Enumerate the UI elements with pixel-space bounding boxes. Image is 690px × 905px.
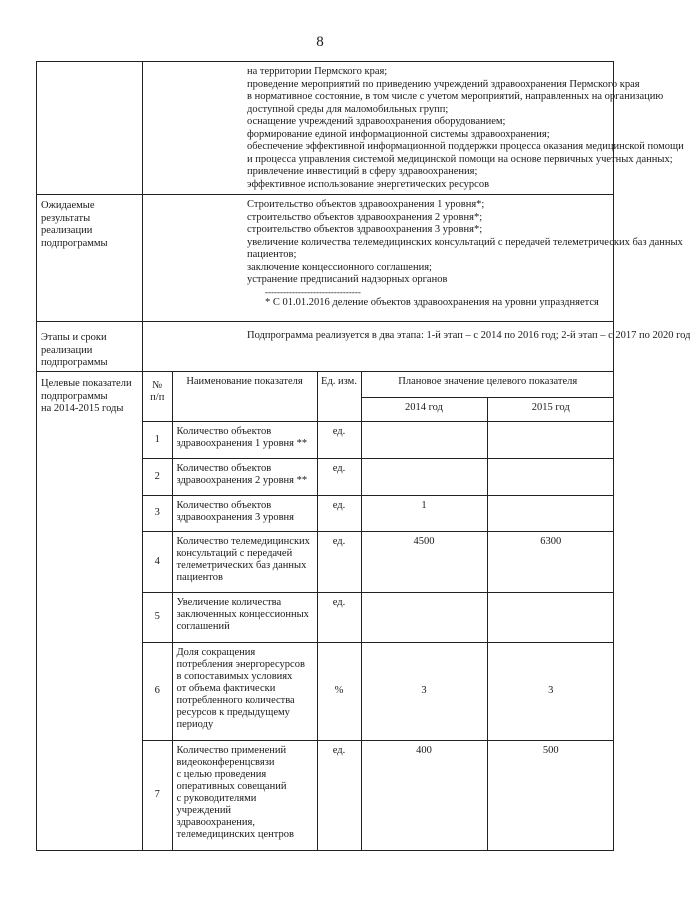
goals-line: обеспечение эффективной информационной поддержки процесса оказания медицинской помощи: [247, 141, 684, 152]
value-2014: [361, 458, 487, 495]
goals-line: и процесса управления системой медицинской помощи на основе первичных учетных данных;: [247, 153, 673, 165]
indicator-unit: ед.: [317, 421, 361, 458]
header-num: № п/п: [143, 372, 172, 421]
goals-line: доступной среды для маломобильных групп;: [247, 103, 449, 115]
stages-text: Подпрограмма реализуется в два этапа: 1-й этап – с 2014 по 2016 год; 2-й этап – с 2017 по 2020 год: [143, 322, 614, 372]
results-row: [37, 195, 614, 322]
table-row: [143, 495, 614, 531]
header-unit: Ед. изм.: [317, 372, 361, 421]
indicators-table: [143, 372, 614, 850]
results-line: заключение концессионного соглашения;: [247, 261, 432, 273]
stages-row: [37, 322, 614, 372]
indicators-label: Целевые показатели подпрограммы на 2014-2015 годы: [37, 372, 143, 851]
indicator-name: Количество объектов здравоохранения 1 уровня **: [172, 421, 317, 458]
goals-line: на территории Пермского края;: [247, 66, 388, 77]
results-content: [143, 195, 683, 322]
table-row: [143, 592, 614, 642]
goals-line: оснащение учреждений здравоохранения оборудованием;: [247, 116, 506, 127]
goals-label-cell: [37, 62, 143, 195]
value-2014: 4500: [361, 531, 487, 592]
row-number: 2: [143, 458, 172, 495]
table-row: [143, 740, 614, 850]
table-row: [143, 458, 614, 495]
results-line: строительство объектов здравоохранения 3 уровня*;: [247, 224, 483, 235]
goals-line: формирование единой информационной системы здравоохранения;: [247, 128, 550, 140]
value-2014: [361, 592, 487, 642]
results-line: Строительство объектов здравоохранения 1 уровня*;: [247, 199, 485, 210]
goals-line: привлечение инвестиций в сферу здравоохранения;: [247, 166, 478, 177]
indicator-name: Количество телемедицинских консультаций с передачей телеметрических баз данных пациентов: [172, 531, 317, 592]
footnote-separator: --------------------------------: [265, 286, 361, 297]
row-number: 5: [143, 592, 172, 642]
results-line: строительство объектов здравоохранения 2 уровня*;: [247, 211, 483, 223]
subprogram-passport-table: [36, 61, 690, 851]
value-2015: 3: [487, 642, 614, 740]
row-number: 6: [143, 642, 172, 740]
value-2015: [487, 592, 614, 642]
header-name: Наименование показателя: [172, 372, 317, 421]
indicators-cell: [143, 372, 614, 851]
row-number: 4: [143, 531, 172, 592]
indicator-name: Количество применений видеоконференцсвязи с целью проведения оперативных совещаний с руководителями учреждений здравоохранения, телемедицинских центров: [172, 740, 317, 850]
indicator-name: Количество объектов здравоохранения 3 уровня: [172, 495, 317, 531]
value-2015: [487, 495, 614, 531]
value-2014: [361, 421, 487, 458]
value-2015: [487, 421, 614, 458]
header-planned: Плановое значение целевого показателя: [361, 372, 614, 397]
results-label: Ожидаемые результаты реализации подпрограммы: [37, 195, 143, 322]
table-row: [143, 421, 614, 458]
goals-line: проведение мероприятий по приведению учреждений здравоохранения Пермского края: [247, 78, 640, 90]
results-footnote: * С 01.01.2016 деление объектов здравоохранения на уровни упраздняется: [265, 296, 599, 308]
goals-row: [37, 62, 614, 195]
row-number: 7: [143, 740, 172, 850]
row-number: 3: [143, 495, 172, 531]
indicator-unit: ед.: [317, 592, 361, 642]
goals-content: [143, 62, 684, 195]
value-2015: [487, 458, 614, 495]
value-2014: 3: [361, 642, 487, 740]
indicator-name: Количество объектов здравоохранения 2 уровня **: [172, 458, 317, 495]
row-number: 1: [143, 421, 172, 458]
indicator-unit: ед.: [317, 740, 361, 850]
indicator-unit: ед.: [317, 495, 361, 531]
page-number: 8: [316, 34, 324, 50]
indicators-row: [37, 372, 614, 851]
header-year-2015: 2015 год: [487, 397, 614, 421]
header-year-2014: 2014 год: [361, 397, 487, 421]
value-2015: 6300: [487, 531, 614, 592]
value-2014: 400: [361, 740, 487, 850]
indicator-name: Доля сокращения потребления энергоресурсов в сопоставимых условиях от объема фактически потребленного количества ресурсов к предыдущему периоду: [172, 642, 317, 740]
goals-line: в нормативное состояние, в том числе с учетом мероприятий, направленных на организацию: [247, 91, 664, 102]
goals-line: эффективное использование энергетических ресурсов: [247, 178, 490, 190]
indicator-unit: %: [317, 642, 361, 740]
value-2015: 500: [487, 740, 614, 850]
value-2014: 1: [361, 495, 487, 531]
table-row: [143, 531, 614, 592]
results-line: пациентов;: [247, 249, 297, 260]
indicator-unit: ед.: [317, 458, 361, 495]
stages-label: Этапы и сроки реализации подпрограммы: [37, 322, 143, 372]
indicator-unit: ед.: [317, 531, 361, 592]
indicator-name: Увеличение количества заключенных концессионных соглашений: [172, 592, 317, 642]
results-line: устранение предписаний надзорных органов: [247, 274, 448, 285]
table-row: [143, 642, 614, 740]
results-line: увеличение количества телемедицинских консультаций с передачей телеметрических баз данных: [247, 236, 683, 248]
